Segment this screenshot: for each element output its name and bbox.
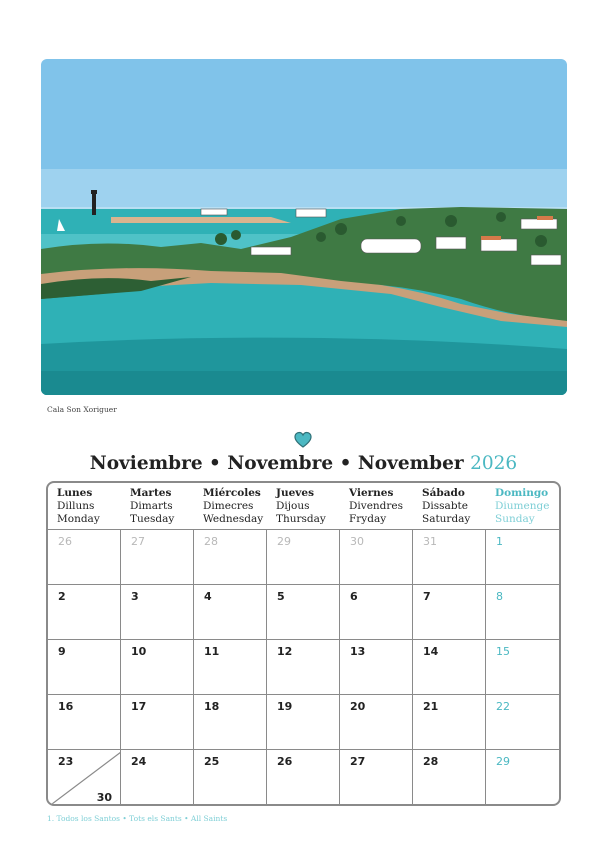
week-row-5: [48, 749, 559, 806]
weekday-monday: Lunes Dilluns Monday: [57, 487, 100, 525]
month-names: Noviembre • Novembre • November: [89, 453, 464, 474]
weekday-saturday: Sábado Dissabte Saturday: [422, 487, 471, 525]
day-cell: 28: [413, 750, 486, 806]
day-cell: 18: [194, 695, 267, 751]
day-cell: 27: [121, 530, 194, 586]
weekday-thursday: Jueves Dijous Thursday: [276, 487, 326, 525]
day-cell: 16: [48, 695, 121, 751]
week-row-3: [48, 639, 559, 696]
day-number-split: 30: [96, 791, 112, 804]
landscape-illustration: [41, 59, 567, 395]
weekday-wednesday: Miércoles Dimecres Wednesday: [203, 487, 264, 525]
day-number: 23: [58, 755, 74, 768]
weekday-tuesday: Martes Dimarts Tuesday: [130, 487, 175, 525]
day-cell: 29: [496, 755, 510, 768]
day-cell: 28: [194, 530, 267, 586]
day-cell: 22: [496, 700, 510, 713]
heart-icon: [294, 431, 312, 449]
day-cell: 20: [340, 695, 413, 751]
day-cell: 30: [340, 530, 413, 586]
week-row-4: [48, 694, 559, 751]
week-row-2: [48, 584, 559, 641]
day-cell: 5: [267, 585, 340, 641]
day-cell: 2: [48, 585, 121, 641]
day-cell: 6: [340, 585, 413, 641]
day-cell: 7: [413, 585, 486, 641]
calendar-grid: [46, 481, 561, 806]
day-cell: 26: [48, 530, 121, 586]
year: 2026: [470, 453, 518, 474]
day-cell: 3: [121, 585, 194, 641]
day-cell: 15: [496, 645, 510, 658]
split-day-cell: [48, 750, 121, 806]
day-cell: 25: [194, 750, 267, 806]
day-cell: 21: [413, 695, 486, 751]
day-cell: 13: [340, 640, 413, 696]
holiday-footnote: 1. Todos los Santos • Tots els Sants • All Saints: [47, 814, 228, 823]
day-cell: 12: [267, 640, 340, 696]
day-cell: 14: [413, 640, 486, 696]
day-cell: 10: [121, 640, 194, 696]
day-cell: 24: [121, 750, 194, 806]
day-cell: 19: [267, 695, 340, 751]
weekday-friday: Viernes Divendres Fryday: [349, 487, 404, 525]
weekday-sunday: Domingo Diumenge Sunday: [495, 487, 550, 525]
illustration-caption: Cala Son Xoriguer: [47, 405, 117, 414]
day-cell: 8: [496, 590, 503, 603]
day-cell: 17: [121, 695, 194, 751]
day-cell: 26: [267, 750, 340, 806]
week-row-1: [48, 529, 559, 586]
day-cell: 27: [340, 750, 413, 806]
day-cell: 4: [194, 585, 267, 641]
day-cell: 31: [413, 530, 486, 586]
day-cell: 9: [48, 640, 121, 696]
day-cell: 11: [194, 640, 267, 696]
month-title: [0, 453, 607, 474]
day-cell: 29: [267, 530, 340, 586]
weekday-header: [48, 483, 559, 530]
day-cell: 1: [496, 535, 503, 548]
